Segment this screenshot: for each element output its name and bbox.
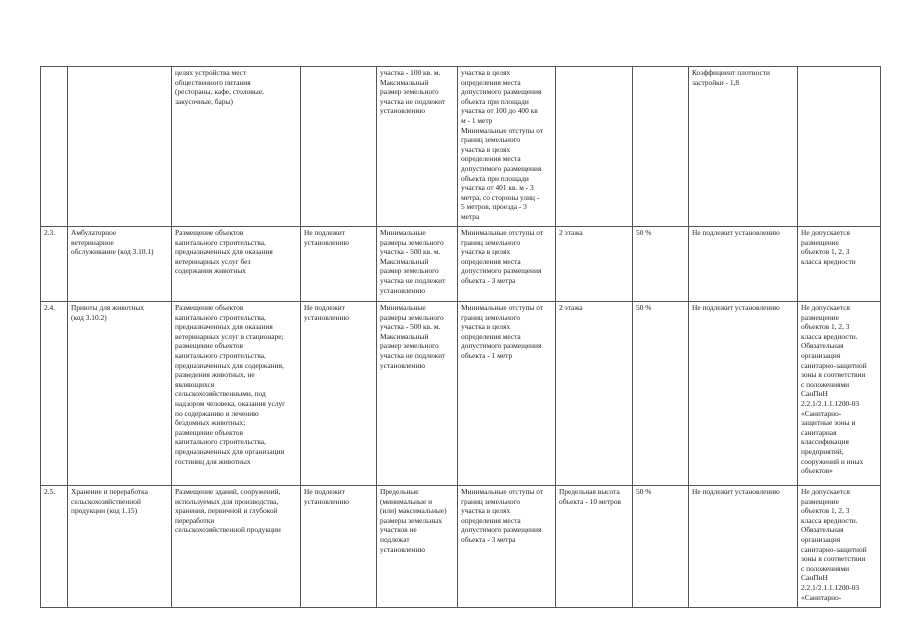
cell-special-conditions <box>301 227 377 302</box>
cell-setbacks <box>458 302 556 486</box>
cell-text: Коэффициент плотности застройки - 1,8 <box>692 68 770 87</box>
cell-description <box>172 486 301 608</box>
cell-text: 2.4. <box>44 303 56 312</box>
cell-text: участка в целях определения места допустимого размещения объекта при площади участка от 100 до 400 кв м - 1 метр Минимальные отступы от границ земельного участка в целях определения места допустимого размещения объекта при площади участка от 401 кв. м - 3 метра, со стороны улиц - 5 метров, проезда - 3 метра <box>461 68 544 221</box>
cell-text: Не подлежит установлению <box>692 228 780 237</box>
cell-text: Предельная высота объекта - 10 метров <box>559 487 622 506</box>
cell-text: Размещение объектов капитального строительства, предназначенных для оказания ветеринарных услуг без содержания животных <box>175 228 273 276</box>
cell-number <box>41 227 68 302</box>
cell-plot-sizes <box>377 227 458 302</box>
zoning-regulations-table <box>40 66 881 608</box>
cell-text: Минимальные размеры земельного участка - 500 кв. м. Максимальный размер земельного участка не подлежит установлению <box>380 228 446 295</box>
cell-text: Минимальные размеры земельного участка - 500 кв. м. Максимальный размер земельного участка не подлежит установлению <box>380 303 446 370</box>
cell-setbacks <box>458 486 556 608</box>
cell-use-type <box>68 67 172 227</box>
cell-limitations <box>798 67 881 227</box>
cell-coverage <box>633 67 689 227</box>
table-row <box>41 486 881 608</box>
cell-text: Предельные (минимальные и (или) максимальные) размеры земельных участков не подлежат установлению <box>380 487 447 554</box>
cell-limitations <box>798 486 881 608</box>
cell-other-params <box>689 486 798 608</box>
cell-special-conditions <box>301 302 377 486</box>
cell-description <box>172 67 301 227</box>
cell-special-conditions <box>301 486 377 608</box>
cell-text: Приюты для животных (код 3.10.2) <box>71 303 145 322</box>
cell-coverage <box>633 302 689 486</box>
cell-text: Не подлежит установлению <box>692 487 780 496</box>
cell-text: Не подлежит установлению <box>692 303 780 312</box>
cell-text: 2 этажа <box>559 303 583 312</box>
cell-text: 2.3. <box>44 228 56 237</box>
cell-coverage <box>633 227 689 302</box>
cell-text: 2.5. <box>44 487 56 496</box>
cell-floors <box>556 67 633 227</box>
cell-description <box>172 302 301 486</box>
cell-floors <box>556 486 633 608</box>
cell-text: Не допускается размещение объектов 1, 2, 3 класса вредности. Обязательная организация санитарно-защитной зоны в соответствии с положениями СанПиН 2.2.1/2.1.1.1200-03 «Санитарно- защитные зоны и санитарная классификация предприятий, сооружений и иных объектов» <box>801 303 867 476</box>
cell-use-type <box>68 486 172 608</box>
cell-use-type <box>68 302 172 486</box>
cell-limitations <box>798 302 881 486</box>
cell-text: Не подлежит установлению <box>304 228 350 247</box>
cell-text: Хранение и переработка сельскохозяйственной продукции (код 1.15) <box>71 487 148 516</box>
cell-other-params <box>689 302 798 486</box>
cell-special-conditions <box>301 67 377 227</box>
cell-text: 2 этажа <box>559 228 583 237</box>
cell-text: Минимальные отступы от границ земельного участка в целях определения места допустимого размещения объекта - 3 метра <box>461 228 544 285</box>
cell-description <box>172 227 301 302</box>
cell-coverage <box>633 486 689 608</box>
cell-text: Не допускается размещение объектов 1, 2, 3 класса вредности. Обязательная организация санитарно-защитной зоны в соответствии с положениями СанПиН 2.2.1/2.1.1.1200-03 «Санитарно- <box>801 487 867 602</box>
cell-text: 50 % <box>636 228 652 237</box>
table-row <box>41 227 881 302</box>
cell-number <box>41 67 68 227</box>
cell-setbacks <box>458 227 556 302</box>
cell-text: Минимальные отступы от границ земельного участка в целях определения места допустимого размещения объекта - 1 метр <box>461 303 544 360</box>
cell-text: Не допускается размещение объектов 1, 2, 3 класса вредности <box>801 228 856 266</box>
cell-plot-sizes <box>377 67 458 227</box>
table-row <box>41 67 881 227</box>
cell-limitations <box>798 227 881 302</box>
cell-text: Амбулаторное ветеринарное обслуживание (код 3.10.1) <box>71 228 154 257</box>
cell-setbacks <box>458 67 556 227</box>
cell-text: 50 % <box>636 303 652 312</box>
cell-number <box>41 486 68 608</box>
cell-text: Размещение зданий, сооружений, используемых для производства, хранения, первичной и глубокой переработки сельскохозяйственной продукции <box>175 487 281 535</box>
cell-plot-sizes <box>377 486 458 608</box>
cell-plot-sizes <box>377 302 458 486</box>
cell-other-params <box>689 227 798 302</box>
cell-floors <box>556 227 633 302</box>
cell-text: участка - 100 кв. м. Максимальный размер земельного участка не подлежит установлению <box>380 68 446 116</box>
cell-text: Не подлежит установлению <box>304 487 350 506</box>
cell-text: Размещение объектов капитального строительства, предназначенных для оказания ветеринарных услуг в стационаре; размещение объектов капитального строительства, предназначенных для содержания, разведения животных, не являющихся сельскохозяйственными, под надзором человека, оказания услуг по содержанию и лечению бездомных животных; размещение объектов капитального строительства, предназначенных для организации гостиниц для животных <box>175 303 286 466</box>
cell-use-type <box>68 227 172 302</box>
document-page <box>40 66 880 608</box>
cell-text: Минимальные отступы от границ земельного участка в целях определения места допустимого размещения объекта - 3 метра <box>461 487 544 544</box>
cell-text: 50 % <box>636 487 652 496</box>
table-row <box>41 302 881 486</box>
cell-text: целях устройства мест общественного питания (рестораны, кафе, столовые, закусочные, бары) <box>175 68 264 106</box>
cell-floors <box>556 302 633 486</box>
cell-number <box>41 302 68 486</box>
cell-text: Не подлежит установлению <box>304 303 350 322</box>
cell-other-params <box>689 67 798 227</box>
